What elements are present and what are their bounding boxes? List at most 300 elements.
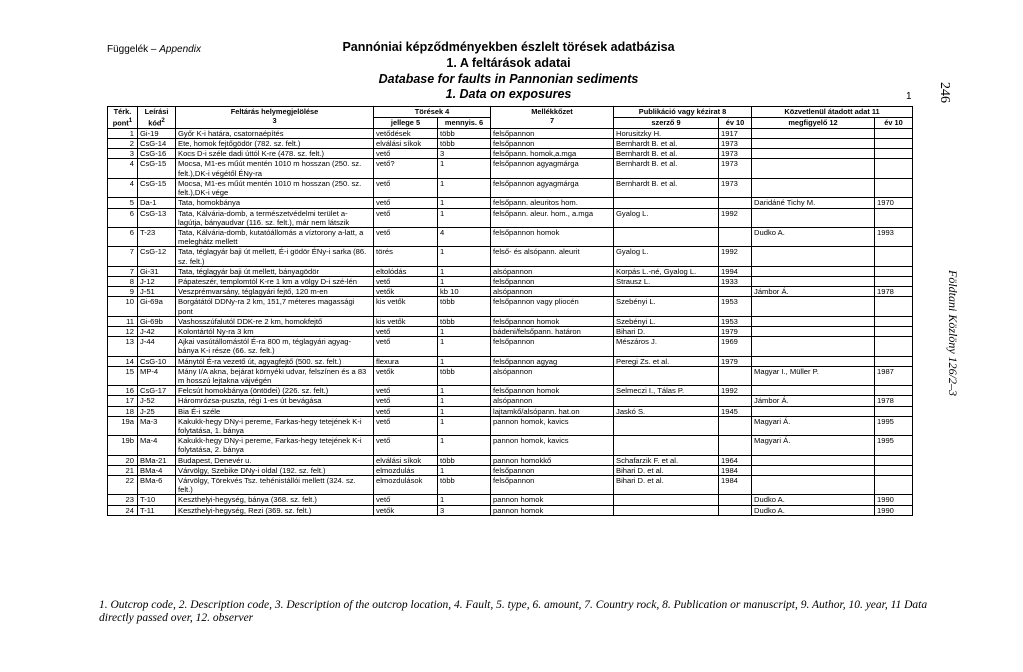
cell-description-code: Gi-69a	[138, 297, 176, 316]
col-country-rock: Mellékkőzet 7	[491, 107, 614, 129]
cell-location: Mány I/A akna, bejárat környéki udvar, felszínen és a 83 m hosszú lejtakna vájvégén	[176, 366, 374, 385]
cell-location: Keszthelyi-hegység, bánya (368. sz. felt.)	[176, 495, 374, 505]
cell-observer	[752, 406, 875, 416]
cell-observer-year	[875, 337, 913, 356]
table-row	[108, 505, 913, 515]
cell-location: Tata, téglagyár baji út mellett, bányagödör	[176, 266, 374, 276]
cell-author	[614, 396, 719, 406]
cell-location: Felcsút homokbánya (öntödei) (226. sz. felt.)	[176, 386, 374, 396]
cell-country-rock: pannon homok, kavics	[491, 436, 614, 455]
cell-observer-year	[875, 455, 913, 465]
cell-year	[719, 198, 752, 208]
cell-fault-type: vetők	[374, 366, 438, 385]
cell-fault-type: vető	[374, 149, 438, 159]
cell-observer-year: 1990	[875, 505, 913, 515]
cell-observer-year	[875, 178, 913, 197]
cell-year: 1979	[719, 326, 752, 336]
cell-observer: Magyari Á.	[752, 416, 875, 435]
cell-author	[614, 198, 719, 208]
cell-fault-type: vető	[374, 386, 438, 396]
cell-country-rock: felsőpannon	[491, 128, 614, 138]
cell-location: Háromrózsa-puszta, régi 1-es út bevágása	[176, 396, 374, 406]
cell-country-rock: pannon homok, kavics	[491, 416, 614, 435]
cell-author: Bihari D. et al.	[614, 475, 719, 494]
cell-map-point: 7	[108, 247, 138, 266]
cell-observer	[752, 297, 875, 316]
cell-map-point: 6	[108, 227, 138, 246]
table-row	[108, 337, 913, 356]
cell-fault-amount: 1	[438, 326, 491, 336]
cell-map-point: 21	[108, 465, 138, 475]
cell-year: 1953	[719, 316, 752, 326]
cell-observer-year	[875, 386, 913, 396]
cell-map-point: 12	[108, 326, 138, 336]
cell-observer-year	[875, 276, 913, 286]
cell-description-code: BMa-21	[138, 455, 176, 465]
cell-country-rock: felsőpann. homok,a.mga	[491, 149, 614, 159]
cell-fault-amount: 1	[438, 159, 491, 178]
cell-country-rock: alsópannon	[491, 266, 614, 276]
cell-country-rock: felsőpannon homok	[491, 227, 614, 246]
cell-country-rock: felsőpannon	[491, 276, 614, 286]
cell-observer: Magyar I., Müller P.	[752, 366, 875, 385]
cell-map-point: 19a	[108, 416, 138, 435]
cell-author: Gyalog L.	[614, 247, 719, 266]
cell-year: 1973	[719, 178, 752, 197]
cell-country-rock: felsőpannon agyag	[491, 356, 614, 366]
cell-observer-year	[875, 465, 913, 475]
cell-fault-type: vetők	[374, 287, 438, 297]
cell-observer-year	[875, 326, 913, 336]
cell-observer-year	[875, 406, 913, 416]
cell-author: Gyalog L.	[614, 208, 719, 227]
table-row	[108, 436, 913, 455]
cell-fault-type: vető	[374, 495, 438, 505]
col-faults: Törések 4	[374, 107, 491, 118]
cell-author: Szebényi L.	[614, 316, 719, 326]
cell-country-rock: lajtamkő/alsópann. hat.on	[491, 406, 614, 416]
cell-fault-type: vető	[374, 178, 438, 197]
cell-map-point: 17	[108, 396, 138, 406]
cell-fault-type: vető	[374, 416, 438, 435]
table-row	[108, 276, 913, 286]
cell-observer	[752, 356, 875, 366]
cell-description-code: Gi-31	[138, 266, 176, 276]
cell-fault-amount: 1	[438, 198, 491, 208]
cell-description-code: J-25	[138, 406, 176, 416]
table-row	[108, 149, 913, 159]
footnote: 1. Outcrop code, 2. Description code, 3. Description of the outcrop location, 4. Fault, 5. type, 6. amount, 7. Country rock, 8. Publication or manuscript, 9. Author, 10. year, 11 Data directly passed over, 12. observer	[99, 599, 928, 624]
cell-observer	[752, 208, 875, 227]
cell-location: Vashosszúfalutól DDK-re 2 km, homokfejtő	[176, 316, 374, 326]
cell-author: Bernhardt B. et al.	[614, 149, 719, 159]
cell-year: 1973	[719, 149, 752, 159]
cell-observer-year: 1990	[875, 495, 913, 505]
cell-year: 1992	[719, 247, 752, 266]
cell-location: Mánytól É-ra vezető út, agyagfejtő (500. sz. felt.)	[176, 356, 374, 366]
cell-author	[614, 227, 719, 246]
cell-map-point: 24	[108, 505, 138, 515]
col-location: Feltárás helymegjelölése 3	[176, 107, 374, 129]
cell-fault-amount: 1	[438, 208, 491, 227]
table-row	[108, 247, 913, 266]
cell-year: 1984	[719, 475, 752, 494]
cell-fault-type: vető	[374, 198, 438, 208]
cell-map-point: 5	[108, 198, 138, 208]
table-row	[108, 455, 913, 465]
cell-country-rock: felsőpannon	[491, 465, 614, 475]
cell-author: Mészáros J.	[614, 337, 719, 356]
cell-map-point: 18	[108, 406, 138, 416]
subtitle-hungarian: 1. A feltárások adatai	[446, 56, 571, 70]
cell-fault-amount: 1	[438, 276, 491, 286]
cell-map-point: 8	[108, 276, 138, 286]
cell-map-point: 23	[108, 495, 138, 505]
cell-location: Tata, Kálvária-domb, a természetvédelmi terület a-lagútja, bányaudvar (116. sz. felt.), már nem látszik	[176, 208, 374, 227]
cell-author	[614, 505, 719, 515]
cell-year	[719, 396, 752, 406]
cell-map-point: 13	[108, 337, 138, 356]
cell-observer-year	[875, 266, 913, 276]
cell-country-rock: felsőpannon	[491, 337, 614, 356]
cell-description-code: CsG-14	[138, 139, 176, 149]
cell-location: Ajkai vasútállomástól É-ra 800 m, téglagyári agyag-bánya K-i része (66. sz. felt.)	[176, 337, 374, 356]
cell-description-code: T-23	[138, 227, 176, 246]
cell-description-code: CsG-17	[138, 386, 176, 396]
col-amount: mennyis. 6	[438, 117, 491, 128]
cell-map-point: 1	[108, 128, 138, 138]
table-page-number: 1	[906, 91, 912, 102]
cell-observer: Jámbor Á.	[752, 396, 875, 406]
cell-year	[719, 505, 752, 515]
cell-year: 1917	[719, 128, 752, 138]
table-row	[108, 366, 913, 385]
cell-location: Kocs D-i széle dadi úttól K-re (478. sz. felt.)	[176, 149, 374, 159]
cell-description-code: MP-4	[138, 366, 176, 385]
cell-description-code: J-52	[138, 396, 176, 406]
cell-map-point: 7	[108, 266, 138, 276]
cell-location: Mocsa, M1-es műút mentén 1010 m hosszan (250. sz. felt.),DK-i végétől ÉNy-ra	[176, 159, 374, 178]
cell-fault-type: kis vetők	[374, 316, 438, 326]
cell-year	[719, 366, 752, 385]
table-row	[108, 227, 913, 246]
cell-fault-amount: 1	[438, 495, 491, 505]
cell-observer-year	[875, 475, 913, 494]
cell-fault-type: elmozdulás	[374, 465, 438, 475]
cell-observer	[752, 475, 875, 494]
cell-description-code: Gi-69b	[138, 316, 176, 326]
cell-country-rock: pannon homok	[491, 495, 614, 505]
cell-country-rock: felsőpannon agyagmárga	[491, 159, 614, 178]
cell-description-code: Ma-4	[138, 436, 176, 455]
cell-observer: Dudko A.	[752, 227, 875, 246]
table-row	[108, 159, 913, 178]
cell-location: Tata, Kálvária-domb, kutatóállomás a víztorony a-latt, a meleghátz mellett	[176, 227, 374, 246]
cell-year	[719, 287, 752, 297]
cell-country-rock: bádeni/felsőpann. határon	[491, 326, 614, 336]
cell-fault-amount: 1	[438, 416, 491, 435]
cell-year: 1984	[719, 465, 752, 475]
table-row	[108, 386, 913, 396]
cell-observer	[752, 149, 875, 159]
cell-description-code: CsG-16	[138, 149, 176, 159]
cell-description-code: Ma-3	[138, 416, 176, 435]
cell-author: Bernhardt B. et al.	[614, 139, 719, 149]
cell-fault-amount: 3	[438, 149, 491, 159]
cell-author: Strausz L.	[614, 276, 719, 286]
cell-observer: Jámbor Á.	[752, 287, 875, 297]
cell-observer	[752, 276, 875, 286]
page-number: 246	[937, 82, 952, 103]
cell-fault-amount: 4	[438, 227, 491, 246]
cell-map-point: 11	[108, 316, 138, 326]
cell-country-rock: pannon homokkő	[491, 455, 614, 465]
cell-observer	[752, 326, 875, 336]
cell-author: Peregi Zs. et al.	[614, 356, 719, 366]
cell-observer-year: 1995	[875, 436, 913, 455]
cell-observer	[752, 159, 875, 178]
table-row	[108, 198, 913, 208]
cell-year: 1994	[719, 266, 752, 276]
cell-author	[614, 416, 719, 435]
cell-fault-amount: 1	[438, 406, 491, 416]
table-row	[108, 266, 913, 276]
cell-author: Horusitzky H.	[614, 128, 719, 138]
cell-description-code: J-51	[138, 287, 176, 297]
col-observer: megfigyelő 12	[752, 117, 875, 128]
cell-observer-year	[875, 297, 913, 316]
cell-country-rock: felsőpann. aleuritos hom.	[491, 198, 614, 208]
journal-reference: Földtani Közlöny 126/2–3	[946, 270, 960, 396]
cell-location: Borgátától DDNy-ra 2 km, 151,7 méteres magassági pont	[176, 297, 374, 316]
cell-observer-year: 1995	[875, 416, 913, 435]
cell-fault-amount: több	[438, 128, 491, 138]
cell-author	[614, 495, 719, 505]
cell-fault-type: vető	[374, 337, 438, 356]
cell-country-rock: felső- és alsópann. aleurit	[491, 247, 614, 266]
cell-year	[719, 436, 752, 455]
cell-fault-type: vető	[374, 436, 438, 455]
cell-map-point: 3	[108, 149, 138, 159]
cell-observer-year	[875, 247, 913, 266]
cell-location: Budapest, Denevér u.	[176, 455, 374, 465]
cell-fault-type: vető	[374, 396, 438, 406]
cell-location: Tata, homokbánya	[176, 198, 374, 208]
cell-country-rock: felsőpann. aleur. hom., a.mga	[491, 208, 614, 227]
cell-observer-year	[875, 128, 913, 138]
col-description-code: Leírási kód$^2$	[138, 107, 176, 129]
cell-author: Selmeczi I., Tálas P.	[614, 386, 719, 396]
title-english: Database for faults in Pannonian sediments	[378, 72, 639, 86]
cell-year: 1992	[719, 208, 752, 227]
cell-year: 1973	[719, 139, 752, 149]
cell-fault-amount: 1	[438, 396, 491, 406]
table-row	[108, 128, 913, 138]
table-row	[108, 208, 913, 227]
cell-author: Jaskó S.	[614, 406, 719, 416]
cell-observer	[752, 455, 875, 465]
cell-map-point: 19b	[108, 436, 138, 455]
cell-description-code: CsG-12	[138, 247, 176, 266]
cell-fault-amount: több	[438, 139, 491, 149]
cell-observer-year: 1970	[875, 198, 913, 208]
cell-fault-type: törés	[374, 247, 438, 266]
cell-location: Győr K-i határa, csatornaépítés	[176, 128, 374, 138]
cell-map-point: 4	[108, 178, 138, 197]
cell-fault-amount: 1	[438, 266, 491, 276]
cell-description-code: T-11	[138, 505, 176, 515]
table-row	[108, 465, 913, 475]
cell-observer-year: 1978	[875, 287, 913, 297]
cell-description-code: CsG-13	[138, 208, 176, 227]
cell-map-point: 6	[108, 208, 138, 227]
subtitle-english: 1. Data on exposures	[445, 87, 572, 101]
cell-author: Bihari D.	[614, 326, 719, 336]
table-row	[108, 139, 913, 149]
cell-location: Várvölgy, Törekvés Tsz. tehénistállói mellett (324. sz. felt.)	[176, 475, 374, 494]
col-map-point: Térk. pont$^1$	[108, 107, 138, 129]
table-row	[108, 406, 913, 416]
cell-fault-type: vető?	[374, 159, 438, 178]
cell-fault-amount: 1	[438, 386, 491, 396]
cell-fault-type: eltolódás	[374, 266, 438, 276]
cell-fault-amount: több	[438, 316, 491, 326]
cell-fault-type: flexura	[374, 356, 438, 366]
cell-description-code: J-12	[138, 276, 176, 286]
cell-author	[614, 366, 719, 385]
table-row	[108, 287, 913, 297]
cell-country-rock: alsópannon	[491, 287, 614, 297]
cell-fault-type: vető	[374, 208, 438, 227]
table-row	[108, 178, 913, 197]
cell-country-rock: felsőpannon vagy pliocén	[491, 297, 614, 316]
cell-location: Várvölgy, Szebike DNy-i oldal (192. sz. felt.)	[176, 465, 374, 475]
cell-description-code: CsG-15	[138, 178, 176, 197]
cell-year: 1973	[719, 159, 752, 178]
cell-description-code: J-42	[138, 326, 176, 336]
cell-observer	[752, 337, 875, 356]
cell-fault-type: vetődések	[374, 128, 438, 138]
cell-location: Ete, homok fejtőgödör (782. sz. felt.)	[176, 139, 374, 149]
cell-location: Kakukk-hegy DNy-i pereme, Farkas-hegy tetejének K-i folytatása, 2. bánya	[176, 436, 374, 455]
cell-fault-amount: kb 10	[438, 287, 491, 297]
cell-location: Mocsa, M1-es műút mentén 1010 m hosszan (250. sz. felt.),DK-i vége	[176, 178, 374, 197]
title-hungarian: Pannóniai képződményekben észlelt törések adatbázisa	[342, 40, 675, 54]
cell-year	[719, 227, 752, 246]
cell-observer-year	[875, 208, 913, 227]
cell-fault-type: elmozdulások	[374, 475, 438, 494]
cell-description-code: CsG-10	[138, 356, 176, 366]
cell-observer	[752, 128, 875, 138]
cell-country-rock: alsópannon	[491, 396, 614, 406]
cell-fault-type: elválási síkok	[374, 455, 438, 465]
cell-author: Korpás L.-né, Gyalog L.	[614, 266, 719, 276]
cell-location: Bia É-i széle	[176, 406, 374, 416]
cell-country-rock: felsőpannon agyagmárga	[491, 178, 614, 197]
cell-description-code: J-44	[138, 337, 176, 356]
cell-observer: Magyari Á.	[752, 436, 875, 455]
cell-location: Kolontártól Ny-ra 3 km	[176, 326, 374, 336]
cell-map-point: 14	[108, 356, 138, 366]
cell-observer: Dudko A.	[752, 495, 875, 505]
cell-map-point: 9	[108, 287, 138, 297]
cell-country-rock: felsőpannon	[491, 139, 614, 149]
col-observer-year: év 10	[875, 117, 913, 128]
table-row	[108, 475, 913, 494]
cell-year: 1964	[719, 455, 752, 465]
cell-fault-type: elválási síkok	[374, 139, 438, 149]
cell-year: 1969	[719, 337, 752, 356]
col-type: jellege 5	[374, 117, 438, 128]
cell-observer-year	[875, 149, 913, 159]
cell-country-rock: pannon homok	[491, 505, 614, 515]
cell-year: 1933	[719, 276, 752, 286]
cell-year: 1992	[719, 386, 752, 396]
cell-fault-amount: több	[438, 475, 491, 494]
cell-map-point: 2	[108, 139, 138, 149]
cell-fault-amount: 1	[438, 337, 491, 356]
cell-fault-amount: 1	[438, 436, 491, 455]
cell-fault-amount: 1	[438, 247, 491, 266]
cell-description-code: Gi-19	[138, 128, 176, 138]
cell-fault-amount: több	[438, 455, 491, 465]
cell-location: Keszthelyi-hegység, Rezi (369. sz. felt.)	[176, 505, 374, 515]
cell-country-rock: felsőpannon homok	[491, 316, 614, 326]
table-row	[108, 326, 913, 336]
table-row	[108, 316, 913, 326]
cell-map-point: 15	[108, 366, 138, 385]
cell-map-point: 16	[108, 386, 138, 396]
cell-author: Szebényi L.	[614, 297, 719, 316]
cell-observer-year	[875, 139, 913, 149]
cell-year: 1979	[719, 356, 752, 366]
cell-fault-amount: 3	[438, 505, 491, 515]
cell-fault-amount: több	[438, 297, 491, 316]
cell-year	[719, 495, 752, 505]
cell-description-code: T-10	[138, 495, 176, 505]
cell-year	[719, 416, 752, 435]
cell-author	[614, 436, 719, 455]
cell-observer	[752, 139, 875, 149]
cell-observer-year	[875, 159, 913, 178]
cell-observer	[752, 386, 875, 396]
col-author: szerző 9	[614, 117, 719, 128]
cell-observer: Daridáné Tichy M.	[752, 198, 875, 208]
cell-fault-type: vetők	[374, 505, 438, 515]
cell-description-code: BMa-6	[138, 475, 176, 494]
exposures-table	[107, 106, 913, 516]
table-row	[108, 416, 913, 435]
cell-fault-amount: 1	[438, 178, 491, 197]
cell-fault-type: kis vetők	[374, 297, 438, 316]
cell-fault-type: vető	[374, 227, 438, 246]
table-row	[108, 495, 913, 505]
cell-location: Veszprémvarsány, téglagyári fejtő, 120 m-en	[176, 287, 374, 297]
appendix-label: Függelék – Appendix	[107, 44, 201, 55]
table-row	[108, 396, 913, 406]
cell-fault-type: vető	[374, 406, 438, 416]
cell-observer	[752, 465, 875, 475]
header-row-1	[108, 107, 913, 118]
cell-country-rock: felsőpannon homok	[491, 386, 614, 396]
cell-author: Bihari D. et al.	[614, 465, 719, 475]
cell-observer-year: 1993	[875, 227, 913, 246]
cell-observer-year	[875, 356, 913, 366]
cell-observer	[752, 316, 875, 326]
col-year: év 10	[719, 117, 752, 128]
cell-country-rock: alsópannon	[491, 366, 614, 385]
cell-map-point: 10	[108, 297, 138, 316]
